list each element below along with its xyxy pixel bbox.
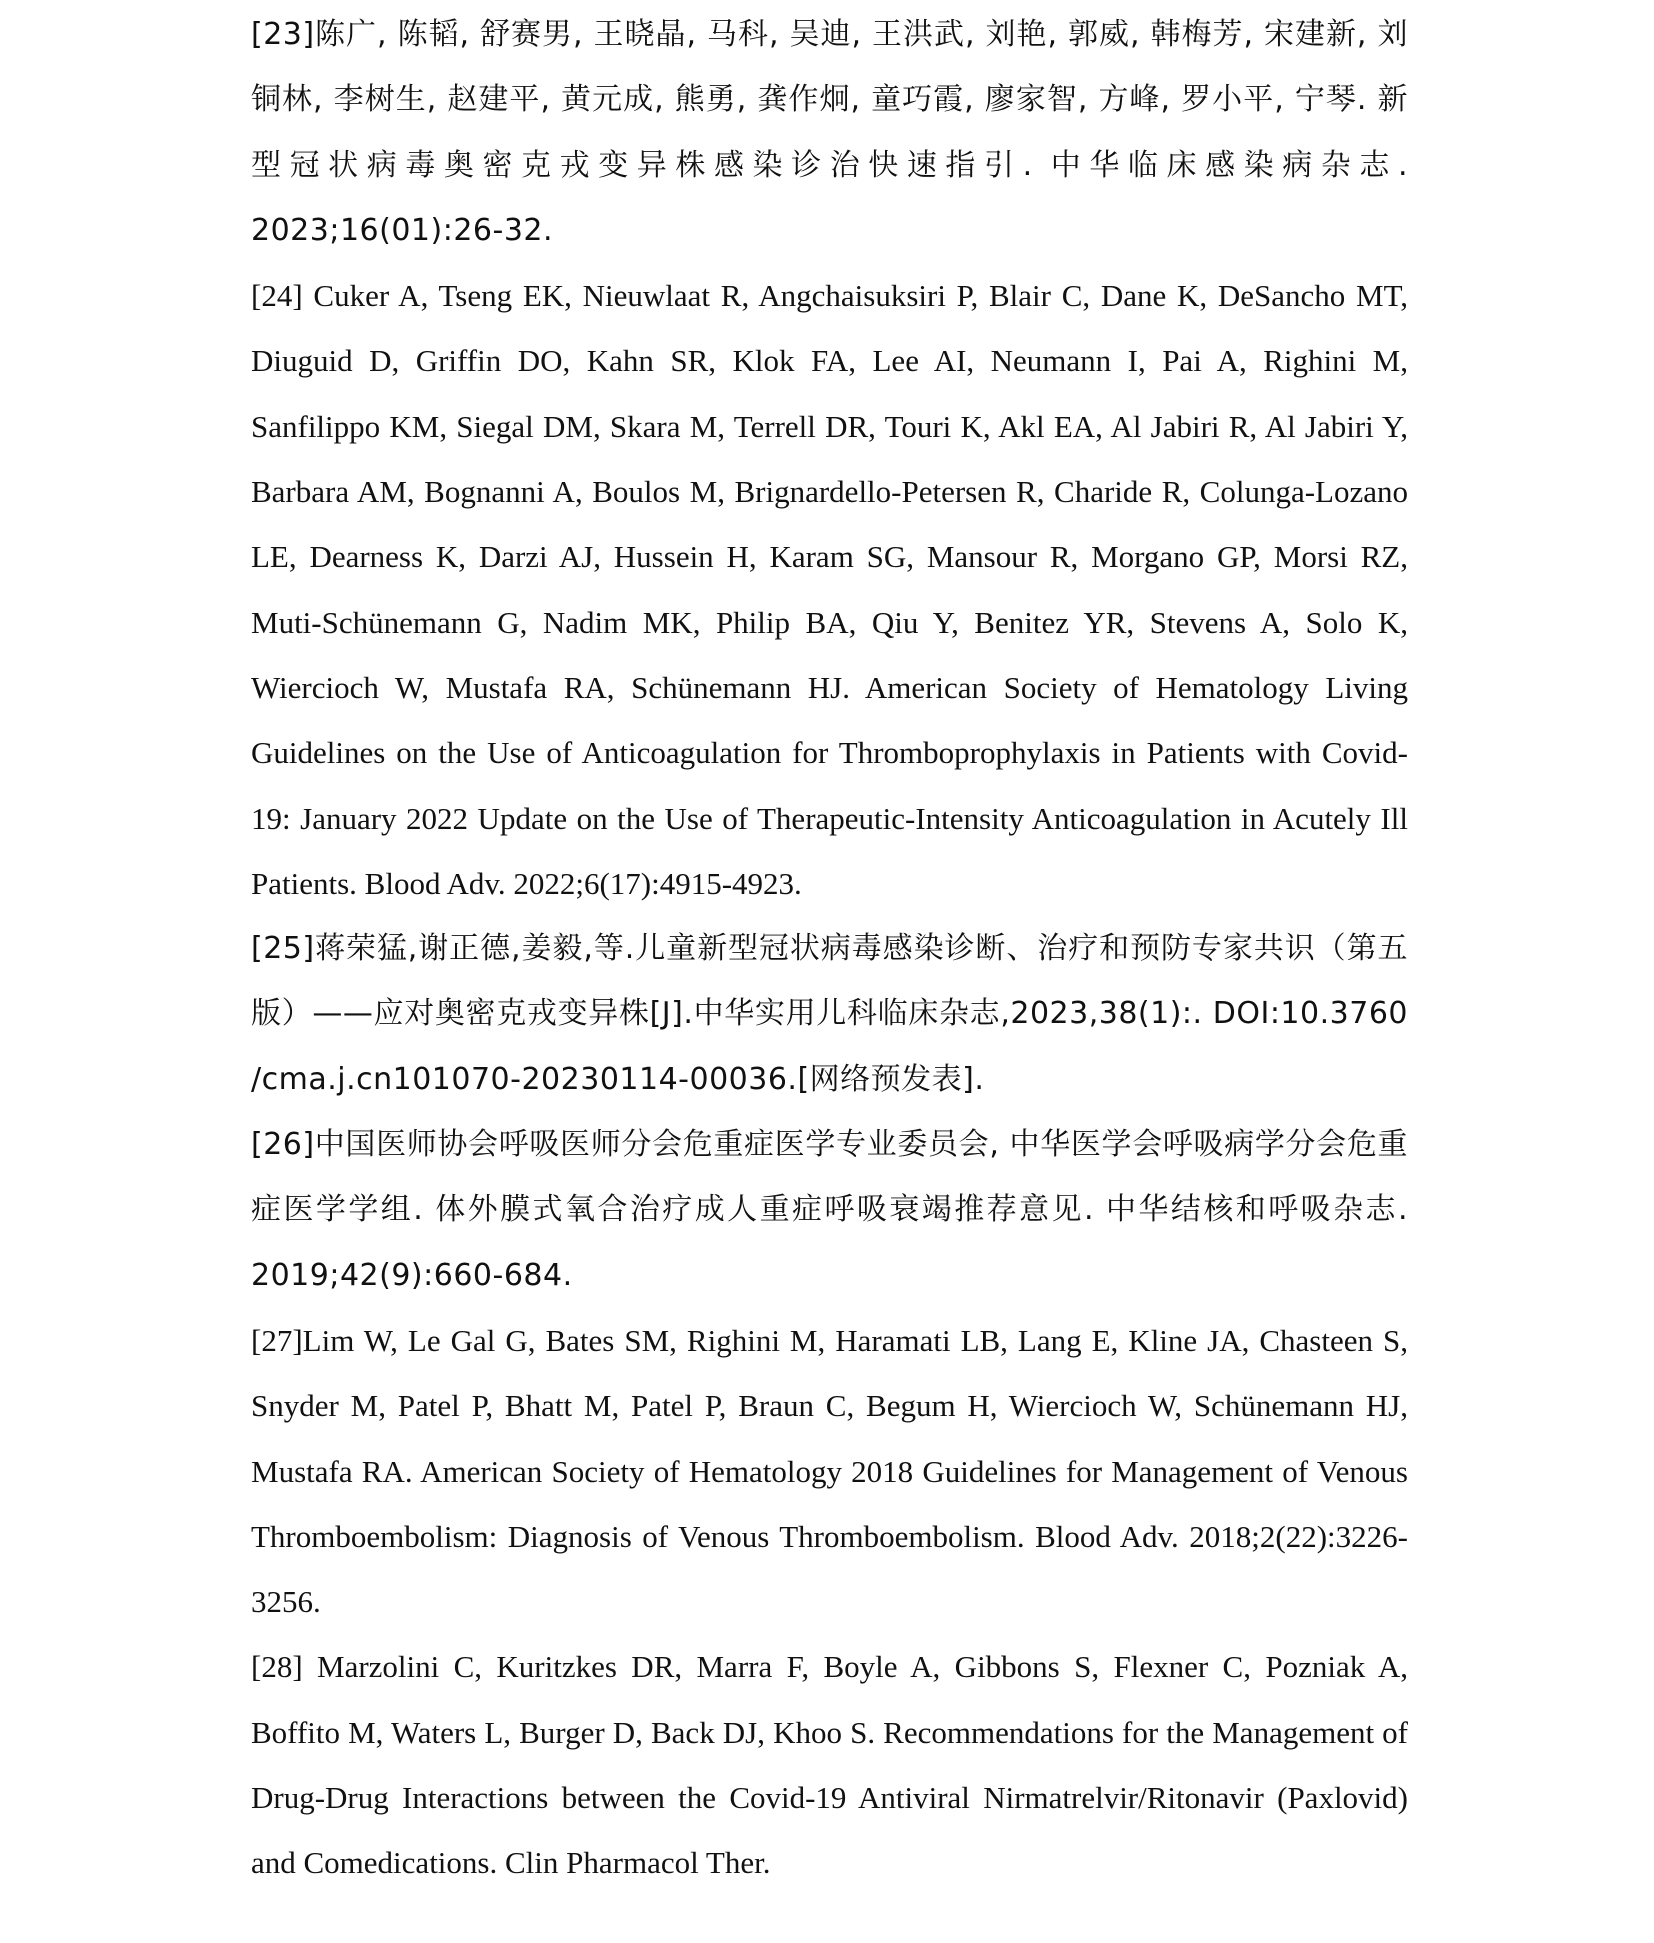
reference-27: [27]Lim W, Le Gal G, Bates SM, Righini M, Haramati LB, Lang E, Kline JA, Chasteen S, Snyder M, Patel P, Bhatt M, Patel P, Braun C, Begum H, Wiercioch W, Schünemann HJ, Mustafa RA. American Society of Hematology 2018 Guidelines for Management of Venous Thromboembolism: Diagnosis of Venous Thromboembolism. Blood Adv. 2018;2(22):3226-3256. [251, 1322, 1408, 1620]
reference-28: [28] Marzolini C, Kuritzkes DR, Marra F, Boyle A, Gibbons S, Flexner C, Pozniak A, Boffito M, Waters L, Burger D, Back DJ, Khoo S. Recommendations for the Management of Drug-Drug Interactions between the Covid-19 Antiviral Nirmatrelvir/Ritonavir (Paxlovid) and Comedications. Clin Pharmacol Ther. [251, 1649, 1408, 1881]
reference-24: [24] Cuker A, Tseng EK, Nieuwlaat R, Angchaisuksiri P, Blair C, Dane K, DeSancho MT, Diuguid D, Griffin DO, Kahn SR, Klok FA, Lee AI, Neumann I, Pai A, Righini M, Sanfilippo KM, Siegal DM, Skara M, Terrell DR, Touri K, Akl EA, Al Jabiri R, Al Jabiri Y, Barbara AM, Bognanni A, Boulos M, Brignardello-Petersen R, Charide R, Colunga-Lozano LE, Dearness K, Darzi AJ, Hussein H, Karam SG, Mansour R, Morgano GP, Morsi RZ, Muti-Schünemann G, Nadim MK, Philip BA, Qiu Y, Benitez YR, Stevens A, Solo K, Wiercioch W, Mustafa RA, Schünemann HJ. American Society of Hematology Living Guidelines on the Use of Anticoagulation for Thromboprophylaxis in Patients with Covid-19: January 2022 Update on the Use of Therapeutic-Intensity Anticoagulation in Acutely Ill Patients. Blood Adv. 2022;6(17):4915-4923. [251, 278, 1408, 901]
reference-23: [23]陈广, 陈韬, 舒赛男, 王晓晶, 马科, 吴迪, 王洪武, 刘艳, 郭威, 韩梅芳, 宋建新, 刘铜林, 李树生, 赵建平, 黄元成, 熊勇, 龚作炯, 童巧霞, 廖家智, 方峰, 罗小平, 宁琴. 新型冠状病毒奥密克戎变异株感染诊治快速指引. 中华临床感染病杂志. 2023;16(01):26-32. [251, 17, 1408, 248]
reference-25: [25]蒋荣猛,谢正德,姜毅,等.儿童新型冠状病毒感染诊断、治疗和预防专家共识（第五版）——应对奥密克戎变异株[J].中华实用儿科临床杂志,2023,38(1):. DOI:10.3760 /cma.j.cn101070-20230114-00036.[网络预发表]. [251, 931, 1408, 1097]
reference-26: [26]中国医师协会呼吸医师分会危重症医学专业委员会, 中华医学会呼吸病学分会危重症医学学组. 体外膜式氧合治疗成人重症呼吸衰竭推荐意见. 中华结核和呼吸杂志. 2019;42(9):660-684. [251, 1127, 1408, 1293]
reference-list [251, 2, 1408, 1896]
